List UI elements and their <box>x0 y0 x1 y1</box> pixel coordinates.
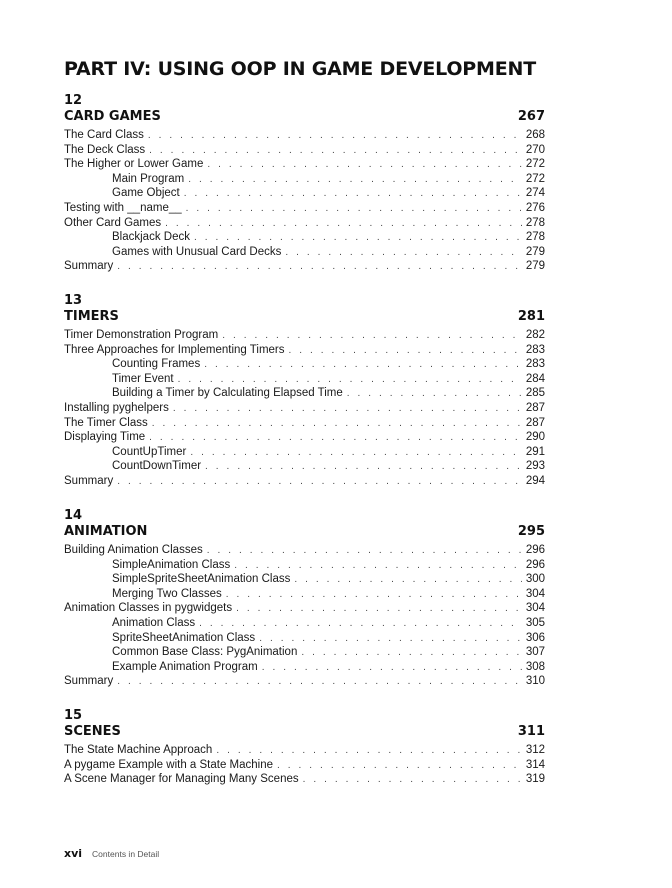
entry-title: The Card Class <box>64 129 144 141</box>
chapter-title: TIMERS <box>64 309 119 324</box>
toc-subentry[interactable] <box>64 660 545 675</box>
chapter-page: 267 <box>517 109 545 124</box>
entry-page: 296 <box>525 558 545 571</box>
entry-title: Merging Two Classes <box>112 587 222 600</box>
entry-title: SimpleAnimation Class <box>112 558 231 571</box>
entry-title: Building Animation Classes <box>64 544 203 556</box>
entry-page: 287 <box>525 416 545 429</box>
entry-title: Testing with __name__ <box>64 202 182 215</box>
dot-leader <box>152 417 522 432</box>
entry-title: CountDownTimer <box>112 460 202 473</box>
toc-entry[interactable] <box>64 157 545 172</box>
toc-entry[interactable] <box>64 743 545 758</box>
dot-leader <box>117 260 522 275</box>
dot-leader <box>216 744 521 759</box>
chapter-section <box>64 294 545 489</box>
dot-leader <box>236 602 522 617</box>
entry-page: 305 <box>525 617 545 630</box>
chapter-number: 15 <box>64 708 83 723</box>
entry-title: Animation Classes in pygwidgets <box>64 602 233 615</box>
entry-page: 284 <box>525 372 545 385</box>
toc-entry[interactable] <box>64 772 545 787</box>
toc-entry[interactable] <box>64 543 545 558</box>
entry-title: Main Program <box>112 172 185 185</box>
entry-title: Game Object <box>112 187 180 200</box>
dot-leader <box>117 475 522 490</box>
dot-leader <box>178 373 522 388</box>
toc-subentry[interactable] <box>64 230 545 245</box>
toc-entry[interactable] <box>64 259 545 274</box>
toc-entry[interactable] <box>64 343 545 358</box>
entry-title: Counting Frames <box>112 358 201 371</box>
footer-label: Contents in Detail <box>92 849 160 859</box>
entry-title: Summary <box>64 675 114 688</box>
entry-page: 310 <box>525 675 545 688</box>
entry-page: 293 <box>525 460 545 473</box>
entry-title: A Scene Manager for Managing Many Scenes <box>64 773 299 786</box>
entry-page: 278 <box>525 216 545 229</box>
entry-page: 296 <box>525 544 545 556</box>
chapter-number: 14 <box>64 508 83 523</box>
entry-page: 312 <box>525 744 545 756</box>
toc-entry[interactable] <box>64 201 545 216</box>
entry-page: 282 <box>525 329 545 341</box>
entry-title: Animation Class <box>112 617 196 630</box>
toc-entry[interactable] <box>64 401 545 416</box>
toc-subentry[interactable] <box>64 186 545 201</box>
chapter-number: 12 <box>64 93 83 108</box>
entry-page: 287 <box>525 402 545 415</box>
dot-leader <box>194 231 522 246</box>
dot-leader <box>277 759 522 774</box>
entry-page: 314 <box>525 758 545 771</box>
entry-page: 285 <box>525 387 545 400</box>
entry-page: 290 <box>525 431 545 444</box>
entry-title: Blackjack Deck <box>112 231 190 244</box>
entry-page: 291 <box>525 445 545 458</box>
entry-page: 272 <box>525 172 545 185</box>
entry-page: 300 <box>525 573 545 586</box>
entry-page: 268 <box>525 129 545 141</box>
page-footer <box>64 847 159 860</box>
entry-title: CountUpTimer <box>112 445 187 458</box>
dot-leader <box>188 173 522 188</box>
toc-subentry[interactable] <box>64 572 545 587</box>
chapter-heading[interactable] <box>64 524 545 543</box>
toc-subentry[interactable] <box>64 372 545 387</box>
toc-subentry[interactable] <box>64 645 545 660</box>
toc-subentry[interactable] <box>64 558 545 573</box>
toc-entry[interactable] <box>64 674 545 689</box>
entry-title: Three Approaches for Implementing Timers <box>64 343 285 356</box>
entry-title: The State Machine Approach <box>64 744 213 756</box>
entry-title: The Deck Class <box>64 143 146 156</box>
entry-title: SimpleSpriteSheetAnimation Class <box>112 573 291 586</box>
entry-title: Timer Demonstration Program <box>64 329 219 341</box>
dot-leader <box>289 344 522 359</box>
chapter-section <box>64 709 545 787</box>
toc-subentry[interactable] <box>64 386 545 401</box>
dot-leader <box>165 217 522 232</box>
dot-leader <box>301 646 521 661</box>
entry-title: Games with Unusual Card Decks <box>112 245 282 258</box>
entry-page: 278 <box>525 231 545 244</box>
toc-subentry[interactable] <box>64 587 545 602</box>
chapter-heading[interactable] <box>64 724 545 743</box>
chapter-page: 281 <box>517 309 545 324</box>
dot-leader <box>117 675 522 690</box>
entry-page: 308 <box>525 660 545 673</box>
toc-subentry[interactable] <box>64 459 545 474</box>
entry-page: 304 <box>525 602 545 615</box>
toc-subentry[interactable] <box>64 631 545 646</box>
dot-leader <box>205 460 522 475</box>
dot-leader <box>207 158 521 173</box>
entry-page: 279 <box>525 245 545 258</box>
entry-title: The Higher or Lower Game <box>64 158 204 171</box>
dot-leader <box>173 402 522 417</box>
entry-page: 306 <box>525 631 545 644</box>
entry-title: Timer Event <box>112 372 174 385</box>
footer-page-number: xvi <box>64 847 83 860</box>
entry-page: 276 <box>525 202 545 215</box>
entry-title: Other Card Games <box>64 216 162 229</box>
entry-title: Common Base Class: PygAnimation <box>112 646 298 659</box>
chapter-section <box>64 94 545 274</box>
chapter-heading[interactable] <box>64 109 545 128</box>
dot-leader <box>204 358 522 373</box>
toc-entry[interactable] <box>64 601 545 616</box>
entry-title: Summary <box>64 260 114 273</box>
chapter-page: 295 <box>517 524 545 539</box>
toc-entry[interactable] <box>64 328 545 343</box>
chapter-number: 13 <box>64 293 83 308</box>
toc-entry[interactable] <box>64 758 545 773</box>
toc-entry[interactable] <box>64 216 545 231</box>
entry-page: 279 <box>525 260 545 273</box>
dot-leader <box>207 544 522 559</box>
dot-leader <box>259 632 522 647</box>
chapter-title: CARD GAMES <box>64 109 161 124</box>
toc-subentry[interactable] <box>64 245 545 260</box>
dot-leader <box>262 661 522 676</box>
chapter-heading[interactable] <box>64 309 545 328</box>
chapter-title: ANIMATION <box>64 524 148 539</box>
toc-subentry[interactable] <box>64 616 545 631</box>
toc-subentry[interactable] <box>64 357 545 372</box>
dot-leader <box>285 246 521 261</box>
dot-leader <box>226 588 522 603</box>
dot-leader <box>347 387 522 402</box>
toc-subentry[interactable] <box>64 445 545 460</box>
toc-entry[interactable] <box>64 474 545 489</box>
chapter-page: 311 <box>517 724 545 739</box>
entry-page: 307 <box>525 646 545 659</box>
entry-title: Building a Timer by Calculating Elapsed Time <box>112 387 343 400</box>
dot-leader <box>199 617 522 632</box>
entry-title: Displaying Time <box>64 431 146 444</box>
entry-page: 283 <box>525 343 545 356</box>
toc-entry[interactable] <box>64 416 545 431</box>
entry-page: 294 <box>525 475 545 488</box>
entry-title: Example Animation Program <box>112 660 258 673</box>
entry-title: The Timer Class <box>64 416 148 429</box>
entry-title: SpriteSheetAnimation Class <box>112 631 256 644</box>
dot-leader <box>190 446 521 461</box>
dot-leader <box>294 573 521 588</box>
chapter-section <box>64 509 545 689</box>
entry-title: Summary <box>64 475 114 488</box>
toc-entry[interactable] <box>64 128 545 143</box>
toc-entry[interactable] <box>64 143 545 158</box>
toc-entry[interactable] <box>64 430 545 445</box>
entry-title: Installing pyghelpers <box>64 402 169 415</box>
dot-leader <box>186 202 522 217</box>
entry-page: 283 <box>525 358 545 371</box>
dot-leader <box>148 129 522 144</box>
dot-leader <box>149 144 522 159</box>
dot-leader <box>222 329 522 344</box>
dot-leader <box>149 431 522 446</box>
dot-leader <box>184 187 522 202</box>
entry-page: 274 <box>525 187 545 200</box>
chapter-title: SCENES <box>64 724 121 739</box>
entry-page: 304 <box>525 587 545 600</box>
dot-leader <box>234 559 522 574</box>
entry-page: 319 <box>525 773 545 786</box>
part-title: PART IV: USING OOP IN GAME DEVELOPMENT <box>64 58 536 80</box>
entry-page: 270 <box>525 143 545 156</box>
entry-title: A pygame Example with a State Machine <box>64 758 274 771</box>
toc-subentry[interactable] <box>64 172 545 187</box>
dot-leader <box>303 773 522 788</box>
entry-page: 272 <box>525 158 545 171</box>
